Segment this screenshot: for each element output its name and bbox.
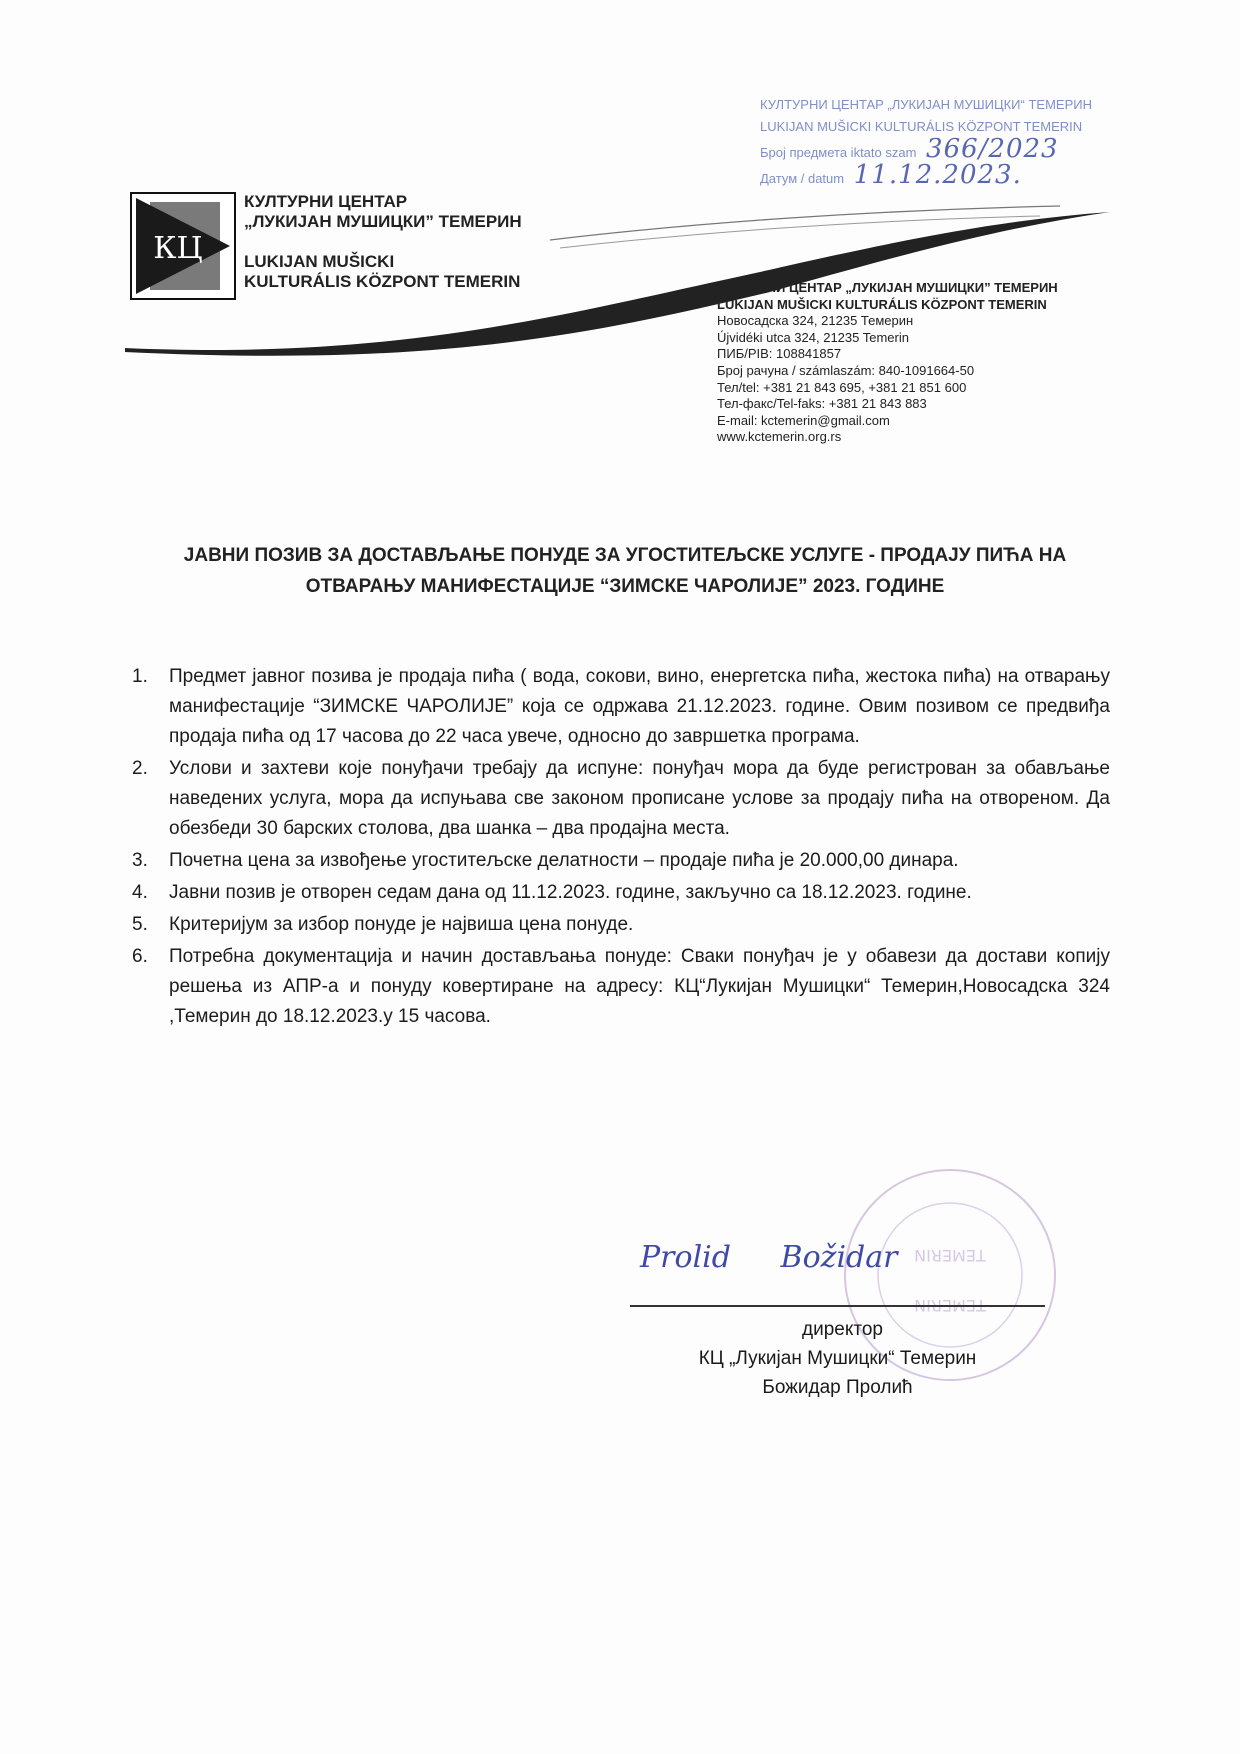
signatory-role: директор xyxy=(802,1319,883,1340)
address-email: E-mail: kctemerin@gmail.com xyxy=(717,412,890,428)
registration-date-row xyxy=(760,160,1100,190)
org-name-hu-line1: LUKIJAN MUŠICKI xyxy=(244,252,395,271)
registration-date-label: Датум / datum xyxy=(760,171,845,186)
conditions-list xyxy=(125,662,1110,1034)
address-name-sr: КУЛТУРНИ ЦЕНТАР „ЛУКИЈАН МУШИЦКИ” ТЕМЕРИН xyxy=(717,280,1058,295)
list-item xyxy=(125,910,1110,940)
title-line2: ОТВАРАЊУ МАНИФЕСТАЦИЈЕ “ЗИМСКЕ ЧАРОЛИЈЕ” 2023. ГОДИНЕ xyxy=(305,576,945,597)
list-item xyxy=(125,662,1110,752)
list-item-text: Услови и захтеви које понуђачи требају да испуне: понуђач мора да буде регистрован за обављање наведених услуга, мора да испуњава све законом прописане услове за продају пића на отвореном. Да обезбеди 30 барских столова, два шанка – два продајна места. xyxy=(169,758,1110,839)
list-item-number: 5. xyxy=(132,914,148,935)
registration-stamp-line2: LUKIJAN MUŠICKI KULTURÁLIS KÖZPONT TEMERIN xyxy=(760,119,1083,134)
logo-letters: КЦ xyxy=(153,231,203,266)
list-item-text: Јавни позив је отворен седам дана од 11.12.2023. године, закључно са 18.12.2023. године. xyxy=(169,882,972,903)
list-item-number: 4. xyxy=(132,882,148,903)
signatory-block xyxy=(630,1315,1045,1402)
list-item-number: 3. xyxy=(132,850,148,871)
title-line1: ЈАВНИ ПОЗИВ ЗА ДОСТАВЉАЊЕ ПОНУДЕ ЗА УГОСТИТЕЉСКЕ УСЛУГЕ - ПРОДАЈУ ПИЋА НА xyxy=(183,545,1067,566)
address-street-sr: Новосадска 324, 21235 Темерин xyxy=(717,313,914,329)
list-item-text: Почетна цена за извођење угоститељске делатности – продаје пића је 20.000,00 динара. xyxy=(169,850,959,871)
signatory-institution: КЦ „Лукијан Мушицки“ Темерин xyxy=(698,1348,977,1369)
registration-number-label: Број предмета iktato szam xyxy=(760,145,917,160)
org-name-sr-line2: „ЛУКИЈАН МУШИЦКИ” ТЕМЕРИН xyxy=(244,212,522,231)
signature-line xyxy=(630,1305,1045,1307)
signatory-name: Божидар Пролић xyxy=(762,1377,913,1398)
address-name-hu: LUKIJAN MUŠICKI KULTURÁLIS KÖZPONT TEMERIN xyxy=(717,296,1047,312)
list-item xyxy=(125,942,1110,1032)
org-name-hu-line2: KULTURÁLIS KÖZPONT TEMERIN xyxy=(244,272,521,291)
address-street-hu: Újvidéki utca 324, 21235 Temerin xyxy=(717,329,909,345)
list-item-text: Потребна документација и начин достављања понуде: Сваки понуђач је у обавези да достави копију решења из АПР-а и понуду ковертиране на адресу: КЦ“Лукијан Мушицки“ Темерин,Новосадска 324 ,Темерин до 18.12.2023.у 15 часова. xyxy=(169,946,1110,1027)
list-item-number: 1. xyxy=(132,666,148,687)
address-account: Број рачуна / számlaszám: 840-1091664-50 xyxy=(717,362,975,378)
address-phone: Тел/tel: +381 21 843 695, +381 21 851 600 xyxy=(717,379,967,395)
document-title xyxy=(130,540,1120,602)
registration-date-value: 11.12.2023. xyxy=(853,160,1022,190)
handwritten-signature xyxy=(640,1240,897,1275)
list-item-number: 2. xyxy=(132,758,148,779)
list-item-text: Критеријум за избор понуде је највиша цена понуде. xyxy=(169,914,634,935)
address-fax: Тел-факс/Tel-faks: +381 21 843 883 xyxy=(717,396,927,412)
signature-part-1: Prolid xyxy=(640,1240,731,1275)
address-pib: ПИБ/PIB: 108841857 xyxy=(717,346,842,362)
signature-part-2: Božidar xyxy=(780,1240,898,1275)
registration-stamp-line1: КУЛТУРНИ ЦЕНТАР „ЛУКИЈАН МУШИЦКИ“ ТЕМЕРИН xyxy=(760,97,1092,112)
round-stamp-text-2: TEMERIN xyxy=(914,1296,986,1315)
org-name-sr-line1: КУЛТУРНИ ЦЕНТАР xyxy=(244,192,408,211)
list-item xyxy=(125,846,1110,876)
registration-stamp xyxy=(760,94,1100,190)
list-item xyxy=(125,754,1110,844)
address-web: www.kctemerin.org.rs xyxy=(717,429,842,445)
round-stamp-text-1: TEMERIN xyxy=(914,1246,986,1265)
list-item xyxy=(125,878,1110,908)
list-item-text: Предмет јавног позива је продаја пића ( вода, сокови, вино, енергетска пића, жестока пића) на отварању манифестације “ЗИМСКЕ ЧАРОЛИЈЕ” која се одржава 21.12.2023. године. Овим позивом се предвиђа продаја пића од 17 часова до 22 часа увече, односно до завршетка програма. xyxy=(169,666,1110,747)
address-block xyxy=(717,280,1058,446)
list-item-number: 6. xyxy=(132,946,148,967)
registration-number-value: 366/2023 xyxy=(926,134,1059,164)
